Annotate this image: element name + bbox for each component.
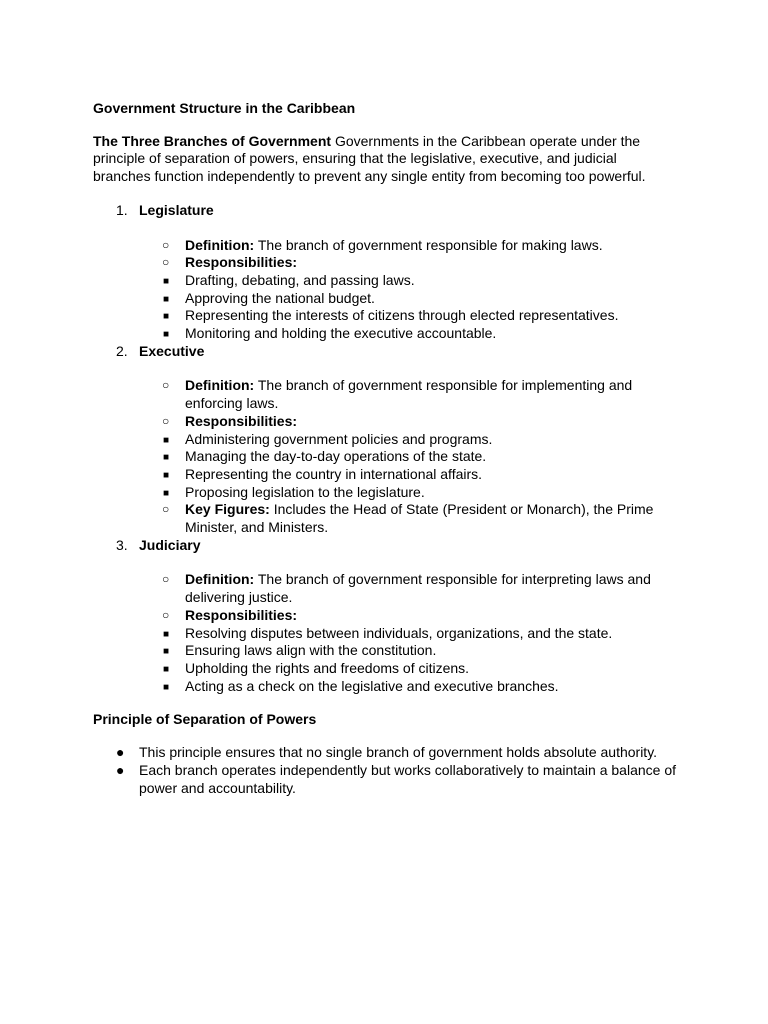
circle-bullet-icon: ○ — [162, 378, 170, 393]
key-figures-text: Includes the Head of State (President or Monarch), the Prime Minister, and Ministers. — [185, 501, 654, 536]
responsibilities-label: Responsibilities: — [185, 606, 298, 623]
circle-bullet-icon: ○ — [162, 255, 170, 270]
section-heading: Principle of Separation of Powers — [93, 711, 317, 728]
responsibility-item — [47, 431, 678, 449]
responsibility-item — [47, 325, 678, 343]
responsibility-text: Administering government policies and programs. — [185, 430, 493, 447]
bullet-icon: ● — [116, 744, 125, 761]
document-title: Government Structure in the Caribbean — [93, 100, 356, 116]
intro-text: Governments in the Caribbean operate under the principle of separation of powers, ensuring that the legislative, executive, and judicial branches function independently to prevent any single entity from becoming too powerful. — [93, 132, 646, 185]
square-bullet-icon: ■ — [163, 434, 170, 446]
branch-number: 1. — [116, 201, 128, 218]
responsibility-text: Ensuring laws align with the constitution. — [185, 642, 437, 659]
responsibility-item — [47, 642, 678, 660]
responsibility-text: Representing the interests of citizens through elected representatives. — [185, 307, 619, 324]
square-bullet-icon: ■ — [163, 681, 170, 693]
intro-lead: The Three Branches of Government — [93, 132, 332, 149]
square-bullet-icon: ■ — [163, 452, 170, 464]
square-bullet-icon: ■ — [163, 469, 170, 481]
definition-text: The branch of government responsible for interpreting laws and delivering justice. — [185, 571, 651, 606]
definition-text: The branch of government responsible for implementing and enforcing laws. — [185, 377, 633, 412]
responsibility-text: Representing the country in international affairs. — [185, 465, 483, 482]
intro-paragraph — [93, 133, 678, 186]
responsibility-item — [47, 307, 678, 325]
document-page — [93, 100, 678, 797]
responsibility-item — [47, 660, 678, 678]
circle-bullet-icon: ○ — [162, 237, 170, 252]
branch-name: Executive — [139, 342, 205, 359]
responsibilities-label: Responsibilities: — [185, 412, 298, 429]
responsibility-item — [47, 290, 678, 308]
responsibility-item — [47, 272, 678, 290]
responsibilities-item — [93, 413, 678, 431]
definition-item — [93, 377, 678, 412]
bullet-item — [93, 744, 678, 762]
responsibility-item — [47, 625, 678, 643]
responsibility-text: Upholding the rights and freedoms of citizens. — [185, 659, 470, 676]
responsibility-item — [47, 678, 678, 696]
responsibility-text: Proposing legislation to the legislature. — [185, 483, 425, 500]
responsibility-item — [47, 466, 678, 484]
square-bullet-icon: ■ — [163, 487, 170, 499]
definition-item — [93, 571, 678, 606]
circle-bullet-icon: ○ — [162, 502, 170, 517]
responsibility-text: Approving the national budget. — [185, 289, 375, 306]
bullet-item — [93, 762, 678, 797]
square-bullet-icon: ■ — [163, 311, 170, 323]
branch-judiciary — [93, 537, 678, 696]
responsibility-text: Acting as a check on the legislative and executive branches. — [185, 677, 559, 694]
square-bullet-icon: ■ — [163, 329, 170, 341]
bullet-icon: ● — [116, 761, 125, 778]
responsibility-text: Drafting, debating, and passing laws. — [185, 271, 415, 288]
definition-label: Definition: — [185, 377, 255, 394]
branch-name: Legislature — [139, 201, 214, 218]
square-bullet-icon: ■ — [163, 646, 170, 658]
square-bullet-icon: ■ — [163, 628, 170, 640]
responsibilities-item — [93, 607, 678, 625]
circle-bullet-icon: ○ — [162, 572, 170, 587]
responsibilities-label: Responsibilities: — [185, 254, 298, 271]
branch-legislature — [93, 202, 678, 343]
square-bullet-icon: ■ — [163, 275, 170, 287]
definition-label: Definition: — [185, 236, 255, 253]
bullet-text: This principle ensures that no single branch of government holds absolute authority. — [139, 744, 658, 761]
branch-number: 3. — [116, 536, 128, 553]
branch-name: Judiciary — [139, 536, 201, 553]
definition-item — [93, 237, 678, 255]
key-figures-label: Key Figures: — [185, 501, 270, 518]
responsibility-item — [47, 484, 678, 502]
responsibility-item — [47, 448, 678, 466]
bullet-text: Each branch operates independently but works collaboratively to maintain a balance of power and accountability. — [139, 761, 676, 796]
definition-label: Definition: — [185, 571, 255, 588]
circle-bullet-icon: ○ — [162, 607, 170, 622]
branch-executive — [93, 343, 678, 537]
key-figures-item — [93, 501, 678, 536]
responsibilities-item — [93, 254, 678, 272]
definition-text: The branch of government responsible for making laws. — [254, 236, 603, 253]
square-bullet-icon: ■ — [163, 663, 170, 675]
branch-number: 2. — [116, 342, 128, 359]
circle-bullet-icon: ○ — [162, 413, 170, 428]
square-bullet-icon: ■ — [163, 293, 170, 305]
responsibility-text: Monitoring and holding the executive accountable. — [185, 325, 497, 342]
responsibility-text: Managing the day-to-day operations of the state. — [185, 448, 487, 465]
responsibility-text: Resolving disputes between individuals, organizations, and the state. — [185, 624, 613, 641]
